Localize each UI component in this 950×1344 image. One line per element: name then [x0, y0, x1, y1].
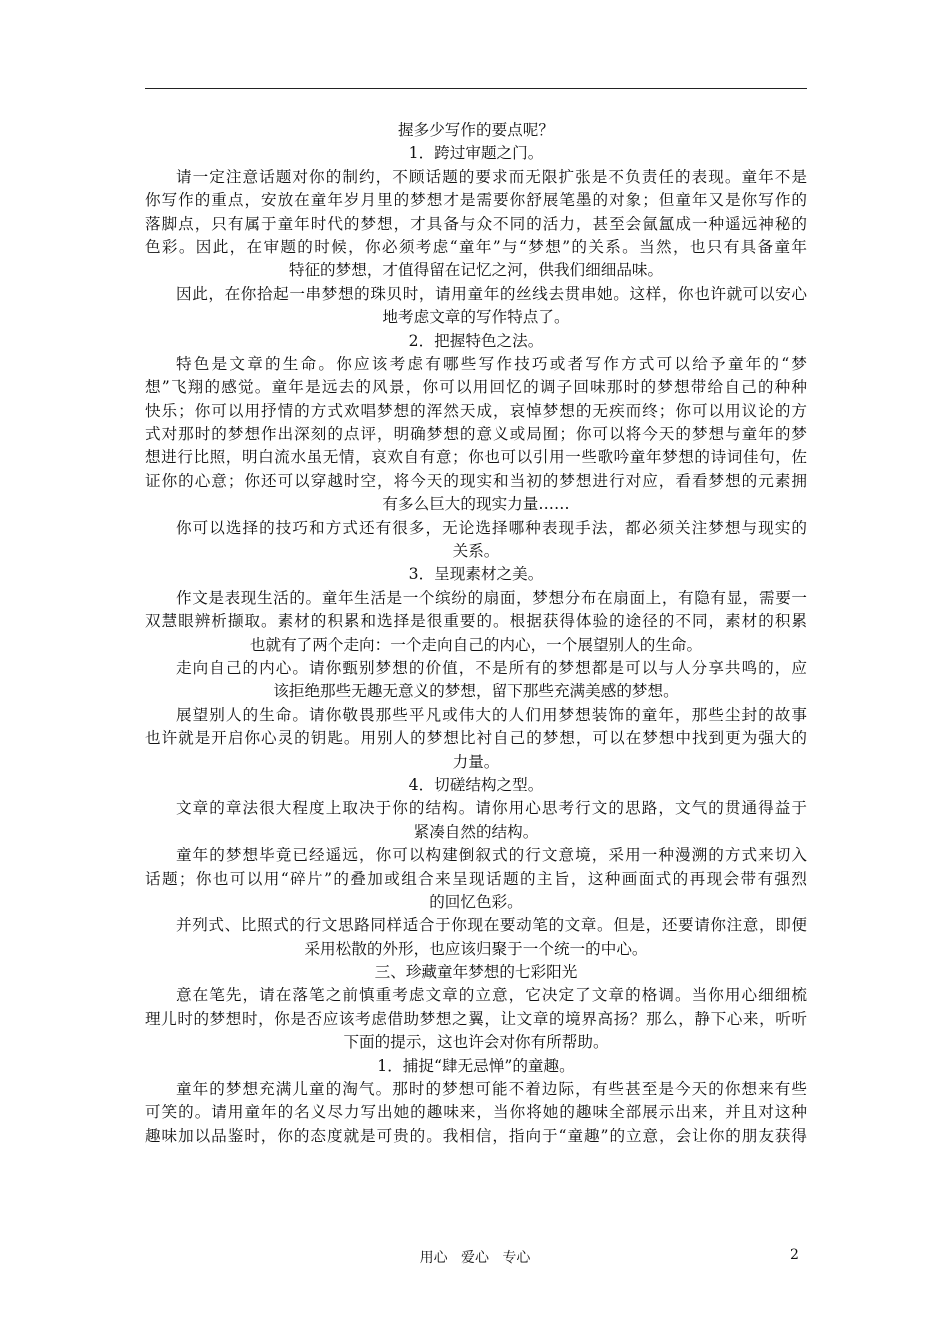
text-line: 想”飞翔的感觉。童年是远去的风景，你可以用回忆的调子回味那时的梦想带给自己的种种 — [145, 378, 807, 397]
text-line: 证你的心意；你还可以穿越时空，将今天的现实和当初的梦想进行对应，看看梦想的元素拥 — [145, 471, 807, 490]
text-line: 1．跨过审题之门。 — [408, 144, 544, 163]
text-line: 特征的梦想，才值得留在记忆之河，供我们细细品味。 — [288, 261, 664, 280]
text-line: 文章的章法很大程度上取决于你的结构。请你用心思考行文的思路，文气的贯通得益于 — [176, 799, 807, 818]
text-line: 4．切磋结构之型。 — [408, 775, 544, 794]
text-line: 展望别人的生命。请你敬畏那些平凡或伟大的人们用梦想装饰的童年，那些尘封的故事 — [176, 705, 807, 724]
text-line: 力量。 — [452, 752, 500, 771]
text-line: 1．捕捉“肆无忌惮”的童趣。 — [377, 1056, 575, 1075]
text-line: 请一定注意话题对你的制约，不顾话题的要求而无限扩张是不负责任的表现。童年不是 — [176, 167, 807, 186]
text-line: 下面的提示，这也许会对你有所帮助。 — [343, 1033, 609, 1052]
text-line: 意在笔先，请在落笔之前慎重考虑文章的立意，它决定了文章的格调。当你用心细细梳 — [176, 986, 807, 1005]
text-line: 理儿时的梦想时，你是否应该考虑借助梦想之翼，让文章的境界高扬？那么，静下心来，听听 — [145, 1009, 807, 1028]
text-line: 因此，在你拾起一串梦想的珠贝时，请用童年的丝线去贯串她。这样，你也许就可以安心 — [176, 284, 807, 303]
text-line: 你可以选择的技巧和方式还有很多，无论选择哪种表现手法，都必须关注梦想与现实的 — [176, 518, 807, 537]
text-line: 采用松散的外形，也应该归聚于一个统一的中心。 — [304, 939, 648, 958]
text-line: 你写作的重点，安放在童年岁月里的梦想才是需要你舒展笔墨的对象；但童年又是你写作的 — [145, 191, 807, 210]
text-line: 该拒绝那些无趣无意义的梦想，留下那些充满美感的梦想。 — [273, 682, 679, 701]
text-line: 三、珍藏童年梦想的七彩阳光 — [374, 963, 578, 982]
text-line: 紧凑自然的结构。 — [413, 822, 539, 841]
footer-item: 用心 — [419, 1250, 448, 1266]
text-line: 童年的梦想毕竟已经遥远，你可以构建倒叙式的行文意境，采用一种漫溯的方式来切入 — [176, 846, 807, 865]
text-line: 走向自己的内心。请你甄别梦想的价值，不是所有的梦想都是可以与人分享共鸣的，应 — [176, 658, 807, 677]
text-line: 可笑的。请用童年的名义尽力写出她的趣味来，当你将她的趣味全部展示出来，并且对这种 — [145, 1103, 807, 1122]
text-line: 3．呈现素材之美。 — [408, 565, 544, 584]
text-line: 式对那时的梦想作出深刻的点评，明确梦想的意义或局囿；你可以将今天的梦想与童年的梦 — [145, 425, 807, 444]
header-rule — [145, 88, 807, 89]
text-line: 童年的梦想充满儿童的淘气。那时的梦想可能不着边际，有些甚至是今天的你想来有些 — [176, 1080, 807, 1099]
text-line: 关系。 — [452, 542, 500, 561]
text-line: 趣味加以品鉴时，你的态度就是可贵的。我相信，指向于“童趣”的立意，会让你的朋友获得 — [145, 1126, 807, 1145]
text-line: 也许就是开启你心灵的钥匙。用别人的梦想比衬自己的梦想，可以在梦想中找到更为强大的 — [145, 729, 807, 748]
text-line: 快乐；你可以用抒情的方式欢唱梦想的浑然天成，哀悼梦想的无疾而终；你可以用议论的方 — [145, 401, 807, 420]
text-line: 双慧眼辨析撷取。素材的积累和选择是很重要的。根据获得体验的途径的不同，素材的积累 — [145, 612, 807, 631]
text-line: 话题；你也可以用“碎片”的叠加或组合来呈现话题的主旨，这种画面式的再现会带有强烈 — [145, 869, 807, 888]
footer-motto — [0, 1247, 950, 1267]
text-line: 色彩。因此，在审题的时候，你必须考虑“童年”与“梦想”的关系。当然，也只有具备童年 — [145, 237, 807, 256]
document-body — [145, 119, 807, 1148]
footer-item: 专心 — [502, 1250, 531, 1266]
text-line: 作文是表现生活的。童年生活是一个缤纷的扇面，梦想分布在扇面上，有隐有显，需要一 — [176, 588, 807, 607]
footer-item: 爱心 — [461, 1250, 489, 1266]
text-line: 落脚点，只有属于童年时代的梦想，才具备与众不同的活力，甚至会氤氲成一种遥远神秘的 — [145, 214, 807, 233]
text-line: 想进行比照，明白流水虽无情，哀欢自有意；你也可以引用一些歌吟童年梦想的诗词佳句，佐 — [145, 448, 807, 467]
text-line: 地考虑文章的写作特点了。 — [382, 308, 570, 327]
text-line: 握多少写作的要点呢？ — [398, 121, 554, 139]
text-line: 并列式、比照式的行文思路同样适合于你现在要动笔的文章。但是，还要请你注意，即便 — [176, 916, 807, 935]
text-line: 有多么巨大的现实力量…… — [382, 495, 570, 514]
text-line: 的回忆色彩。 — [429, 892, 523, 911]
text-line: 特色是文章的生命。你应该考虑有哪些写作技巧或者写作方式可以给予童年的“梦 — [176, 354, 807, 373]
page-number: 2 — [790, 1247, 799, 1263]
text-line: 也就有了两个走向：一个走向自己的内心，一个展望别人的生命。 — [249, 635, 703, 654]
text-line: 2．把握特色之法。 — [408, 331, 544, 350]
